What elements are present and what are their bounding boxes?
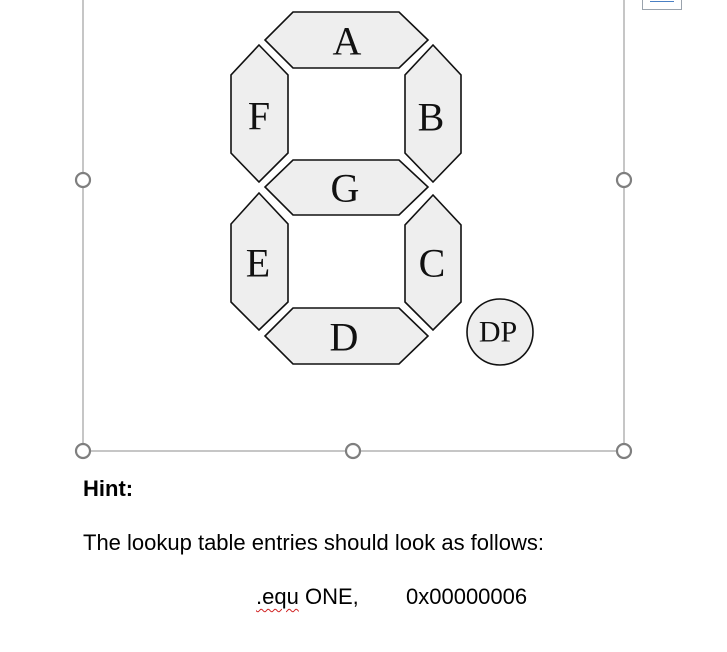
segment-b-label: B [417,94,445,140]
segment-d-label: D [329,314,359,360]
segment-dp-label: DP [478,315,518,349]
resize-handle-left-middle[interactable] [76,173,90,187]
resize-handle-right-middle[interactable] [617,173,631,187]
resize-handle-bottom-left[interactable] [76,444,90,458]
code-value: 0x00000006 [406,584,528,609]
segment-g-label: G [330,165,360,211]
code-name: ONE, [304,584,359,609]
code-directive: .equ [256,584,299,609]
resize-handle-bottom-middle[interactable] [346,444,360,458]
segment-c-label: C [418,240,446,286]
hint-heading: Hint: [83,476,134,501]
segment-e-label: E [245,240,271,286]
lookup-table-description: The lookup table entries should look as follows: [83,530,545,555]
code-example-line [256,584,528,610]
segment-a-label: A [332,18,362,64]
segment-f-label: F [247,93,271,139]
resize-handle-bottom-right[interactable] [617,444,631,458]
